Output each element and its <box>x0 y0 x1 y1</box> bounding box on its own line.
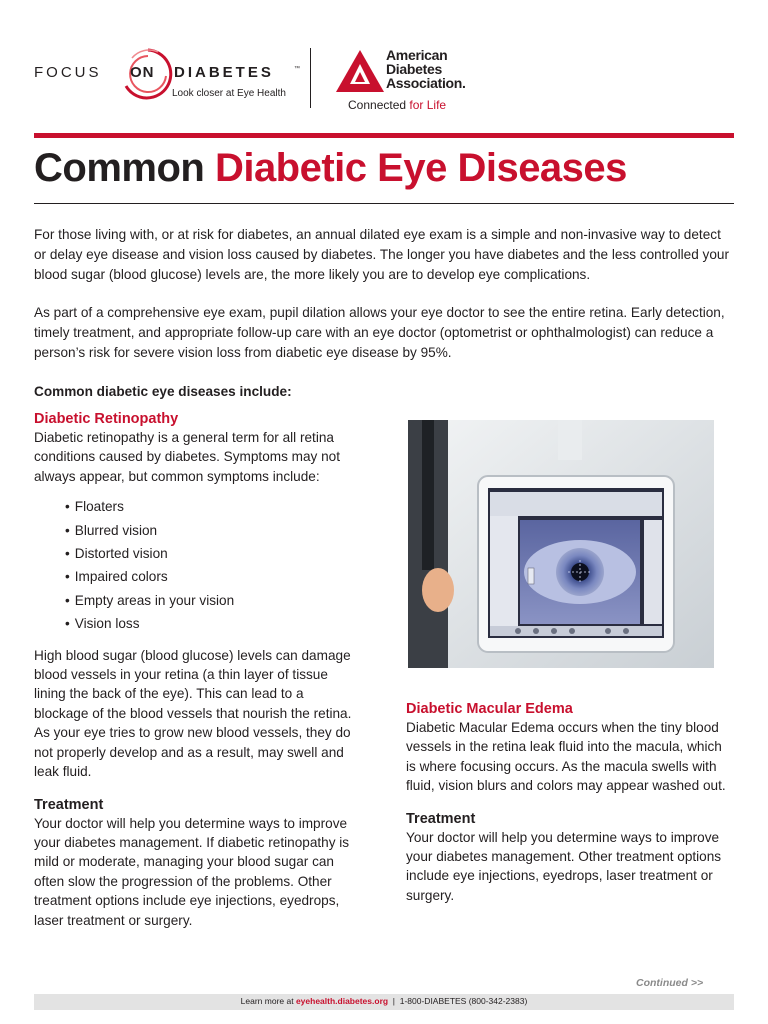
macular-body: Diabetic Macular Edema occurs when the tiny blood vessels in the retina leak fluid into the macula, which is where focusing occurs. As the macula swells with fluid, vision blurs and colors may appear washed out. <box>406 720 726 794</box>
macular-title: Diabetic Macular Edema <box>406 701 573 717</box>
list-item: • Impaired colors <box>65 565 354 588</box>
macular-treatment-title: Treatment <box>406 810 476 827</box>
retinopathy-section <box>34 410 354 930</box>
intro-paragraph-2: As part of a comprehensive eye exam, pupil dilation allows your eye doctor to see the entire retina. Early detection, timely treatment, and appropriate follow-up care with an eye doctor (optometrist or ophthalmologist) can reduce a person’s risk for severe vision loss from diabetic eye disease by 95%. <box>34 305 725 360</box>
focus-on-diabetes-logo <box>34 44 304 104</box>
list-item: • Empty areas in your vision <box>65 589 354 612</box>
retinopathy-treatment-title: Treatment <box>34 796 104 813</box>
list-item: • Distorted vision <box>65 542 354 565</box>
footer-url-link[interactable]: eyehealth.diabetes.org <box>295 996 389 1006</box>
header-divider <box>310 48 311 108</box>
eye-exam-illustration <box>408 420 714 668</box>
footer-phone: 1-800-DIABETES (800-342-2383) <box>399 996 528 1006</box>
title-bottom-rule <box>34 203 734 204</box>
ada-logo <box>334 44 494 114</box>
diabetes-word: DIABETES <box>174 64 274 81</box>
footer-text: Learn more at eyehealth.diabetes.org | 1-800-DIABETES (800-342-2383) <box>240 996 528 1006</box>
diseases-subheading: Common diabetic eye diseases include: <box>34 384 292 399</box>
symptom-list <box>65 495 354 635</box>
logo-tagline: Look closer at Eye Health <box>172 88 286 99</box>
page-footer <box>34 994 734 1010</box>
ada-tagline: Connected for Life <box>348 98 447 112</box>
intro-paragraph-1: For those living with, or at risk for diabetes, an annual dilated eye exam is a simple and non-invasive way to detect or delay eye disease and vision loss caused by diabetes. The longer you have diabetes and the less controlled your blood sugar (blood glucose) levels are, the more likely you are to develop eye complications. <box>34 227 729 282</box>
list-item: • Blurred vision <box>65 519 354 542</box>
retinopathy-body: High blood sugar (blood glucose) levels can damage blood vessels in your retina (a thin layer of tissue lining the back of the eye). This can lead to a blockage of the blood vessels that nourish the retina. As your eye tries to grow new blood vessels, they do not properly develop and as a result, may swell and leak fluid. <box>34 647 352 780</box>
continued-label: Continued >> <box>636 977 704 989</box>
ada-triangle-icon <box>334 48 386 94</box>
retinopathy-intro: Diabetic retinopathy is a general term for all retina conditions caused by diabetes. Symptoms may not always appear, but common symptoms include: <box>34 430 341 484</box>
page-title: Common Diabetic Eye Diseases <box>34 146 627 190</box>
title-top-rule <box>34 133 734 138</box>
ada-name: American Diabetes Association. <box>386 47 466 91</box>
retinopathy-treatment-body: Your doctor will help you determine ways to improve your diabetes management. If diabetic retinopathy is mild or moderate, managing your blood sugar can often slow the progression of the problems. Other treatment options include eye injections, eyedrops, laser treatment or surgery. <box>34 815 350 928</box>
retinopathy-title: Diabetic Retinopathy <box>34 411 179 427</box>
macular-edema-section <box>406 700 726 905</box>
eye-exam-photo <box>408 420 714 668</box>
trademark-mark: ™ <box>294 66 300 72</box>
list-item: • Floaters <box>65 495 354 518</box>
focus-word: FOCUS <box>34 64 102 81</box>
list-item: • Vision loss <box>65 612 354 635</box>
on-word: ON <box>130 64 155 81</box>
macular-treatment-body: Your doctor will help you determine ways to improve your diabetes management. Other treatment options include eye injections, eyedrops, laser treatment or surgery. <box>406 829 722 903</box>
page-header <box>34 38 734 118</box>
